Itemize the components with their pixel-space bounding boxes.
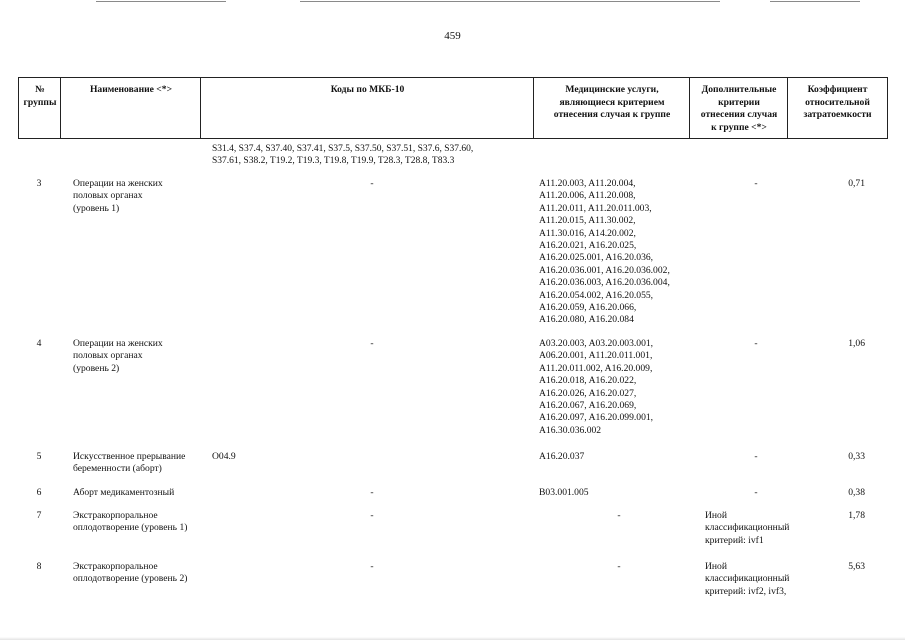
service-line: A03.20.003, A03.20.003.001, — [539, 338, 654, 349]
codes-continuation — [212, 143, 532, 168]
group-number: 3 — [36, 178, 42, 189]
header-services — [533, 77, 690, 139]
service-line: A11.20.011.002, A16.20.009, — [539, 362, 653, 374]
header-coefficient — [787, 77, 888, 139]
group-name — [73, 510, 213, 535]
group-name — [73, 561, 213, 586]
service-line: A16.30.036.002 — [539, 424, 602, 436]
header-line: Наименование <*> — [89, 84, 173, 95]
header-additional-criteria — [689, 77, 788, 139]
medical-services — [539, 178, 699, 327]
name-line: Экстракорпоральное — [73, 510, 158, 521]
medical-services: - — [617, 510, 621, 521]
medical-services — [539, 338, 699, 437]
icd-codes: - — [370, 338, 374, 349]
cost-coefficient: 1,78 — [848, 510, 865, 521]
service-line: A16.20.026, A16.20.027, — [539, 387, 637, 399]
service-line: A11.20.006, A11.20.008, — [539, 190, 636, 202]
header-line: Дополнительные — [701, 84, 777, 95]
group-number: 6 — [36, 487, 42, 498]
service-line: A11.20.003, A11.20.004, — [539, 178, 636, 189]
additional-criteria — [705, 561, 807, 598]
page-number: 459 — [444, 30, 461, 42]
cost-coefficient: 5,63 — [848, 561, 865, 572]
scan-artifact-line — [770, 1, 860, 2]
group-name — [73, 338, 213, 375]
service-line: A16.20.025.001, A16.20.036, — [539, 252, 654, 264]
scan-artifact-line — [96, 1, 226, 2]
service-line: A16.20.018, A16.20.022, — [539, 375, 637, 387]
additional-criteria: - — [754, 338, 758, 349]
service-line: A16.20.080, A16.20.084 — [539, 314, 634, 326]
header-line: отнесения случая — [700, 109, 778, 121]
header-line: Коды по МКБ-10 — [330, 84, 405, 95]
service-line: A11.20.011, A11.20.011.003, — [539, 202, 652, 214]
service-line: A16.20.036.003, A16.20.036.004, — [539, 277, 670, 289]
medical-services: - — [617, 561, 621, 572]
icd-codes: - — [370, 561, 374, 572]
header-group-number — [18, 77, 61, 139]
criteria-line: классификационный — [705, 573, 790, 585]
additional-criteria: - — [754, 451, 758, 462]
code-line: S37.61, S38.2, T19.2, T19.3, T19.8, T19.9, T28.3, T28.8, T83.3 — [212, 156, 455, 167]
header-line: Коэффициент — [807, 84, 868, 95]
header-line: № — [35, 84, 45, 95]
service-line: A16.20.054.002, A16.20.055, — [539, 289, 654, 301]
header-line: затратоемкости — [803, 109, 872, 121]
header-line: относительной — [805, 96, 870, 108]
icd-codes: - — [370, 487, 374, 498]
header-line: критерии — [718, 96, 760, 108]
cost-coefficient: 1,06 — [848, 338, 865, 349]
name-line: Экстракорпоральное — [73, 561, 158, 572]
header-line: группы — [23, 96, 57, 108]
name-line: половых органах — [73, 190, 143, 202]
additional-criteria — [705, 510, 807, 547]
header-name — [60, 77, 201, 139]
criteria-line: критерий: ivf2, ivf3, — [705, 585, 787, 597]
icd-codes: - — [370, 178, 374, 189]
name-line: Аборт медикаментозный — [73, 487, 175, 498]
service-line: A06.20.001, A11.20.011.001, — [539, 350, 653, 362]
name-line: Операции на женских — [73, 338, 163, 349]
cost-coefficient: 0,33 — [848, 451, 865, 462]
name-line: оплодотворение (уровень 1) — [73, 522, 188, 534]
code-line: S31.4, S37.4, S37.40, S37.41, S37.5, S37.50, S37.51, S37.6, S37.60, — [212, 144, 474, 154]
group-number: 5 — [36, 451, 42, 462]
name-line: оплодотворение (уровень 2) — [73, 573, 188, 585]
service-line: A16.20.097, A16.20.099.001, — [539, 412, 654, 424]
header-line: Медицинские услуги, — [565, 84, 659, 95]
additional-criteria: - — [754, 178, 758, 189]
medical-services: A16.20.037 — [539, 451, 585, 462]
header-line: являющиеся критерием — [559, 96, 665, 108]
group-name — [73, 178, 213, 215]
medical-services: B03.001.005 — [539, 487, 589, 498]
icd-codes: O04.9 — [212, 451, 236, 462]
additional-criteria: - — [754, 487, 758, 498]
service-line: A16.20.036.001, A16.20.036.002, — [539, 264, 670, 276]
header-line: к группе <*> — [711, 121, 767, 133]
header-line: отнесения случая к группе — [553, 109, 671, 121]
header-codes — [200, 77, 534, 139]
criteria-line: критерий: ivf1 — [705, 534, 764, 546]
criteria-line: Иной — [705, 510, 727, 521]
scan-artifact-line — [300, 1, 720, 2]
service-line: A16.20.059, A16.20.066, — [539, 302, 637, 314]
group-name — [73, 451, 213, 476]
service-line: A11.20.015, A11.30.002, — [539, 215, 636, 227]
name-line: половых органах — [73, 350, 143, 362]
name-line: (уровень 2) — [73, 362, 120, 374]
name-line: Операции на женских — [73, 178, 163, 189]
cost-coefficient: 0,71 — [848, 178, 865, 189]
service-line: A16.20.067, A16.20.069, — [539, 400, 637, 412]
icd-codes: - — [370, 510, 374, 521]
group-number: 8 — [36, 561, 42, 572]
cost-coefficient: 0,38 — [848, 487, 865, 498]
name-line: Искусственное прерывание — [73, 451, 186, 462]
group-name — [73, 487, 213, 499]
criteria-line: Иной — [705, 561, 727, 572]
group-number: 7 — [36, 510, 42, 521]
group-number: 4 — [36, 338, 42, 349]
service-line: A16.20.021, A16.20.025, — [539, 240, 637, 252]
name-line: беременности (аборт) — [73, 463, 162, 475]
service-line: A11.30.016, A14.20.002, — [539, 227, 636, 239]
criteria-line: классификационный — [705, 522, 790, 534]
name-line: (уровень 1) — [73, 202, 120, 214]
